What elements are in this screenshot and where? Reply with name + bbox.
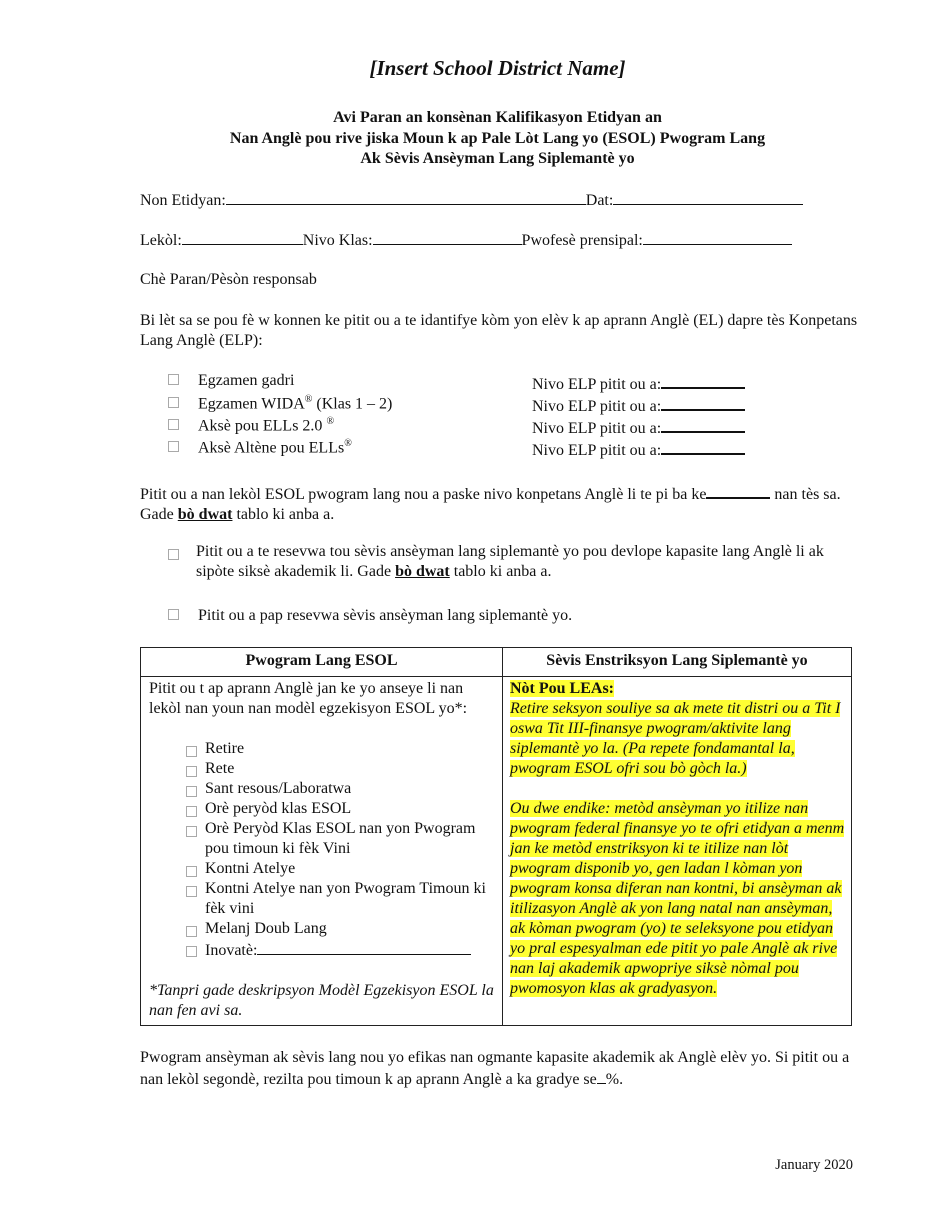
student-name-field[interactable] bbox=[226, 189, 586, 205]
lea-note-title: Nòt Pou LEAs: bbox=[510, 680, 615, 697]
assessment-option: Aksè pou ELLs 2.0 ® bbox=[168, 416, 334, 435]
elp-level-row bbox=[532, 438, 745, 460]
elp-level-label: Nivo ELP pitit ou a: bbox=[532, 398, 662, 415]
model-option: Kontni Atelye bbox=[149, 859, 494, 879]
checkbox-icon[interactable] bbox=[186, 926, 197, 937]
model-option: Sant resous/Laboratwa bbox=[149, 779, 494, 799]
principal-label: Pwofesè prensipal: bbox=[521, 232, 643, 249]
elp-level-field[interactable] bbox=[661, 416, 745, 433]
grade-label: Nivo Klas: bbox=[302, 232, 373, 249]
lea-note-paragraph: Retire seksyon souliye sa ak mete tit distri ou a Tit I oswa Tit III-finansye pwogram/aktivite lang siplemantè yo la. (Pa repete fondamantal la, pwogram ESOL ofri sou bò gòch la.) bbox=[510, 700, 841, 777]
elp-level-row bbox=[532, 394, 745, 416]
assessment-option: Aksè Altène pou ELLs® bbox=[168, 438, 352, 457]
title-line-2: Nan Anglè pou rive jiska Moun k ap Pale Lòt Lang yo (ESOL) Pwogram Lang bbox=[229, 129, 766, 147]
lea-note-paragraph: Ou dwe endike: metòd ansèyman yo itilize nan pwogram federal finansye yo te ofri etidyan a menm jan ke metòd enstriksyon ki te itilize nan lòt pwogram disponib yo, gen ladan l kòman yon pwogram konsa diferan nan kontni, bi ansèyman ak itilizasyon Anglè ak yon lang natal nan ansèyman, ak kòman pwogram (yo) te seleksyone pou etidyan yo pral espesyalman ede pitit yo pale Anglè ak rive nan laj akademik apwopriye siksè nòmal pou pwomosyon klas ak gradyasyon. bbox=[510, 800, 845, 997]
checkbox-icon[interactable] bbox=[186, 766, 197, 777]
date-label: Dat: bbox=[585, 192, 614, 209]
intro-paragraph: Bi lèt sa se pou fè w konnen ke pitit ou a te idantifye kòm yon elèv k ap aprann Anglè (EL) dapre tès Konpetans Lang Anglè (ELP): bbox=[140, 312, 858, 349]
right-column-header: Sèvis Enstriksyon Lang Siplemantè yo bbox=[546, 652, 808, 669]
date-field[interactable] bbox=[613, 189, 803, 205]
model-option: Orè peryòd klas ESOL bbox=[149, 799, 494, 819]
checkbox-icon[interactable] bbox=[168, 549, 179, 560]
placement-paragraph: Pitit ou a nan lekòl ESOL pwogram lang nou a paske nivo konpetans Anglè li te pi ba ke nan tès sa. Gade bò dwat tablo ki anba a. bbox=[140, 482, 860, 525]
grade-field[interactable] bbox=[373, 229, 522, 245]
student-info-row bbox=[140, 189, 803, 210]
checkbox-icon[interactable] bbox=[168, 419, 179, 430]
checkbox-icon[interactable] bbox=[168, 609, 179, 620]
checkbox-icon[interactable] bbox=[186, 746, 197, 757]
elp-level-label: Nivo ELP pitit ou a: bbox=[532, 420, 662, 437]
model-option: Retire bbox=[149, 739, 494, 759]
checkbox-icon[interactable] bbox=[168, 374, 179, 385]
principal-field[interactable] bbox=[643, 229, 792, 245]
checkbox-icon[interactable] bbox=[186, 806, 197, 817]
elp-level-row bbox=[532, 372, 745, 394]
elp-level-row bbox=[532, 416, 745, 438]
model-option: Inovatè: bbox=[149, 939, 494, 961]
greeting: Chè Paran/Pèsòn responsab bbox=[140, 271, 317, 288]
checkbox-icon[interactable] bbox=[186, 886, 197, 897]
innovative-model-field[interactable] bbox=[257, 939, 471, 955]
esol-intro: Pitit ou t ap aprann Anglè jan ke yo anseye li nan lekòl nan youn nan modèl egzekisyon ESOL yo*: bbox=[149, 680, 468, 717]
supplemental-services-cell bbox=[510, 679, 848, 999]
checkbox-icon[interactable] bbox=[168, 441, 179, 452]
model-option: Melanj Doub Lang bbox=[149, 919, 494, 939]
school-info-row bbox=[140, 229, 792, 250]
checkbox-icon[interactable] bbox=[186, 826, 197, 837]
notice-title bbox=[0, 108, 950, 170]
left-column-header: Pwogram Lang ESOL bbox=[245, 652, 398, 669]
title-line-3: Ak Sèvis Ansèyman Lang Siplemantè yo bbox=[360, 150, 635, 167]
student-name-label: Non Etidyan: bbox=[140, 192, 226, 209]
elp-level-label: Nivo ELP pitit ou a: bbox=[532, 442, 662, 459]
elp-level-field[interactable] bbox=[661, 438, 745, 455]
checkbox-icon[interactable] bbox=[186, 786, 197, 797]
model-option: Rete bbox=[149, 759, 494, 779]
checkbox-icon[interactable] bbox=[168, 397, 179, 408]
graduation-rate-field[interactable] bbox=[597, 1068, 606, 1084]
footer-date: January 2020 bbox=[775, 1157, 853, 1173]
elp-level-field[interactable] bbox=[661, 394, 745, 411]
model-footnote: *Tanpri gade deskripsyon Modèl Egzekisyon ESOL la nan fen avi sa. bbox=[149, 982, 494, 1019]
model-option: Orè Peryòd Klas ESOL nan yon Pwogram pou timoun ki fèk Vini bbox=[149, 819, 494, 859]
services-option-receive: Pitit ou a te resevwa tou sèvis ansèyman lang siplemantè yo pou devlope kapasite lang Anglè li ak sipòte siksè akademik li. Gade bò dwat tablo ki anba a. bbox=[168, 542, 853, 582]
assessment-option: Egzamen WIDA® (Klas 1 – 2) bbox=[168, 394, 392, 413]
esol-program-cell bbox=[149, 679, 494, 1021]
district-name: [Insert School District Name] bbox=[369, 56, 626, 80]
checkbox-icon[interactable] bbox=[186, 946, 197, 957]
assessment-option: Egzamen gadri bbox=[168, 372, 294, 390]
proficiency-threshold-field[interactable] bbox=[706, 482, 770, 499]
school-label: Lekòl: bbox=[140, 232, 182, 249]
school-field[interactable] bbox=[182, 229, 303, 245]
program-table bbox=[140, 647, 852, 1026]
services-option-none: Pitit ou a pap resevwa sèvis ansèyman lang siplemantè yo. bbox=[168, 607, 572, 625]
elp-level-field[interactable] bbox=[661, 372, 745, 389]
elp-level-label: Nivo ELP pitit ou a: bbox=[532, 376, 662, 393]
title-line-1: Avi Paran an konsènan Kalifikasyon Etidyan an bbox=[333, 109, 662, 126]
closing-paragraph: Pwogram ansèyman ak sèvis lang nou yo efikas nan ogmante kapasite akademik ak Anglè elèv yo. Si pitit ou a nan lekòl segondè, rezilta pou timoun k ap aprann Anglè a ka gradye se %. bbox=[140, 1049, 850, 1088]
checkbox-icon[interactable] bbox=[186, 866, 197, 877]
model-option: Kontni Atelye nan yon Pwogram Timoun ki fèk vini bbox=[149, 879, 494, 919]
